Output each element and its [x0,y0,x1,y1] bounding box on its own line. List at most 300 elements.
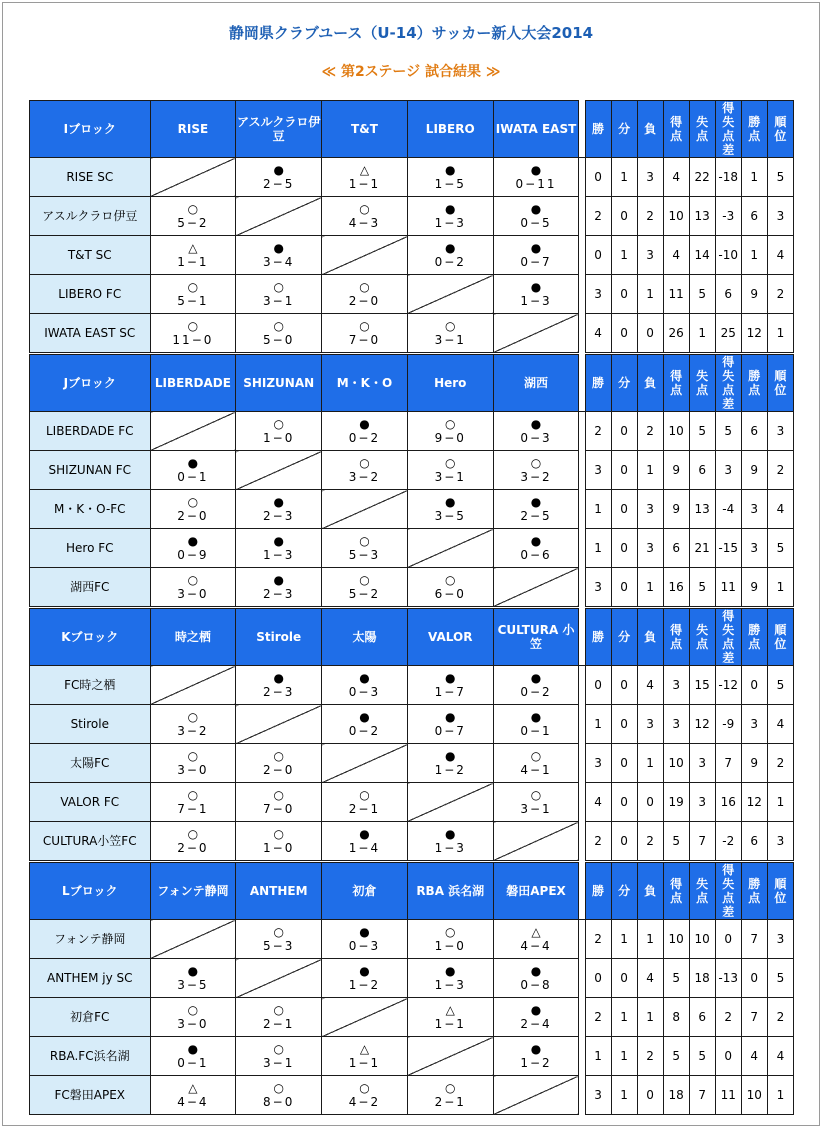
result-mark: ● [273,162,284,177]
result-mark: ○ [187,572,199,587]
team-name: フォンテ静岡 [30,920,151,959]
match-score: 3−0 [177,762,209,777]
result-mark: ● [187,963,199,978]
match-result [493,959,579,998]
stat-value: -4 [715,490,741,529]
match-score: 3−1 [263,293,295,308]
stat-value: 3 [663,705,689,744]
match-result [322,451,408,490]
stat-value: 0 [585,666,611,705]
stat-value: 3 [637,705,663,744]
stat-value: -3 [715,197,741,236]
stat-value: 0 [715,1037,741,1076]
block-name: Lブロック [30,863,151,920]
match-score: 1−1 [434,1016,466,1031]
team-name: ANTHEM jy SC [30,959,151,998]
match-score: 7−1 [177,801,209,816]
stat-value: 3 [637,236,663,275]
stat-value: 2 [767,744,793,783]
result-mark: ● [359,963,370,978]
stat-value: 6 [741,197,767,236]
match-result [236,744,322,783]
match-result [322,158,408,197]
match-result [236,998,322,1037]
match-result [493,197,579,236]
stat-value: 9 [663,451,689,490]
stat-value: 5 [689,1037,715,1076]
stat-value: 1 [637,275,663,314]
table-row [30,822,794,861]
team-name: Hero FC [30,529,151,568]
match-result [236,412,322,451]
result-mark: ○ [187,494,199,509]
table-row [30,1076,794,1115]
stat-header: 得失点差 [715,863,741,920]
result-mark: ○ [273,279,284,294]
stat-value: 10 [663,744,689,783]
stat-value: 0 [611,744,637,783]
stat-value: 5 [663,822,689,861]
stat-value: 1 [689,314,715,353]
result-mark: ● [530,162,542,177]
team-name: T&T SC [30,236,151,275]
stat-header: 失点 [689,609,715,666]
result-mark: ● [530,533,542,548]
result-mark: ○ [530,455,542,470]
table-row [30,451,794,490]
standings-table [29,354,794,607]
stat-value: 12 [741,314,767,353]
match-result [493,275,579,314]
match-score: 3−4 [263,254,295,269]
stat-value: 10 [663,197,689,236]
stat-value: 11 [663,275,689,314]
result-mark: ● [187,455,199,470]
stat-value: 10 [663,412,689,451]
stat-value: 16 [663,568,689,607]
stat-value: -13 [715,959,741,998]
opponent-header: RBA 浜名湖 [407,863,493,920]
stat-header: 得失点差 [715,355,741,412]
stat-value: 1 [767,568,793,607]
match-result [150,197,236,236]
result-mark: ● [530,670,542,685]
match-result [150,1037,236,1076]
match-score: 0−9 [177,547,209,562]
match-result [407,197,493,236]
match-result [407,1076,493,1115]
opponent-header: フォンテ静岡 [150,863,236,920]
stat-value: 13 [689,490,715,529]
stat-value: 2 [767,451,793,490]
stat-value: 1 [637,744,663,783]
stat-header: 順位 [767,609,793,666]
stat-value: 19 [663,783,689,822]
stat-value: 1 [611,1076,637,1115]
match-result [150,236,236,275]
match-score: 4−4 [177,1094,209,1109]
match-score: 1−0 [434,938,466,953]
opponent-header: IWATA EAST [493,101,579,158]
result-mark: ○ [359,572,370,587]
match-score: 1−1 [177,254,209,269]
team-name: RBA.FC浜名湖 [30,1037,151,1076]
stat-value: 7 [741,998,767,1037]
table-row [30,158,794,197]
stat-value: 6 [741,412,767,451]
match-result [236,1076,322,1115]
match-result [236,236,322,275]
result-mark: ● [530,279,542,294]
self-match-cell [236,197,322,236]
match-score: 5−1 [177,293,209,308]
match-result [236,275,322,314]
stat-value: 5 [663,1037,689,1076]
stat-value: 1 [611,158,637,197]
match-score: 1−3 [520,293,552,308]
result-mark: ○ [359,455,370,470]
self-match-cell [407,529,493,568]
match-score: 0−1 [520,723,552,738]
stat-value: 10 [741,1076,767,1115]
stat-value: 15 [689,666,715,705]
table-row [30,705,794,744]
stat-header: 得点 [663,609,689,666]
stat-value: 10 [689,920,715,959]
team-name: LIBERO FC [30,275,151,314]
match-score: 1−7 [434,684,466,699]
stat-value: 0 [611,275,637,314]
match-score: 5−2 [348,586,381,601]
stat-value: 18 [663,1076,689,1115]
self-match-cell [407,783,493,822]
match-result [322,705,408,744]
stat-value: 0 [611,705,637,744]
match-result [322,783,408,822]
stat-header: 得点 [663,101,689,158]
opponent-header: LIBERO [407,101,493,158]
match-score: 0−2 [434,254,466,269]
match-result [322,412,408,451]
match-score: 3−0 [177,586,209,601]
stat-value: 2 [585,822,611,861]
match-score: 5−3 [263,938,295,953]
match-result [407,158,493,197]
stat-value: 3 [689,744,715,783]
match-result [493,451,579,490]
stat-value: 0 [637,783,663,822]
match-score: 0−2 [348,430,381,445]
stat-value: 12 [689,705,715,744]
stat-value: 0 [611,451,637,490]
stat-value: 4 [741,1037,767,1076]
match-result [322,197,408,236]
match-result [493,666,579,705]
match-score: 0−3 [520,430,552,445]
stat-value: 5 [689,412,715,451]
stat-value: 6 [715,275,741,314]
stat-value: 0 [611,412,637,451]
result-mark: ○ [445,1080,456,1095]
stat-value: 2 [585,998,611,1037]
result-mark: ● [530,709,542,724]
stat-header: 分 [611,863,637,920]
stat-value: -10 [715,236,741,275]
match-result [322,275,408,314]
stat-value: 2 [585,920,611,959]
opponent-header: VALOR [407,609,493,666]
match-score: 2−3 [263,508,295,523]
stat-value: 9 [741,568,767,607]
stat-value: 6 [663,529,689,568]
match-score: 3−1 [263,1055,295,1070]
opponent-header: 初倉 [322,863,408,920]
stat-header: 順位 [767,101,793,158]
stat-value: 14 [689,236,715,275]
match-score: 0−3 [348,684,381,699]
stat-header: 得失点差 [715,609,741,666]
match-score: 0−8 [520,977,552,992]
match-score: 1−0 [263,840,295,855]
header-row [30,609,794,666]
stat-value: 1 [585,529,611,568]
stat-value: 8 [663,998,689,1037]
result-mark: ○ [273,1041,284,1056]
stat-value: 1 [611,1037,637,1076]
result-mark: ● [530,494,542,509]
result-mark: ● [273,240,284,255]
stat-value: 7 [741,920,767,959]
table-row [30,236,794,275]
stat-header: 勝点 [741,101,767,158]
stat-value: 10 [663,920,689,959]
stat-value: 1 [611,236,637,275]
stat-value: 4 [637,666,663,705]
stat-value: 3 [637,529,663,568]
result-mark: ○ [273,1080,284,1095]
match-score: 2−0 [177,508,209,523]
result-mark: ○ [187,787,199,802]
match-score: 2−1 [263,1016,295,1031]
match-result [493,490,579,529]
result-mark: ● [273,572,284,587]
match-result [493,158,579,197]
self-match-cell [493,1076,579,1115]
opponent-header: Hero [407,355,493,412]
result-mark: ○ [359,279,370,294]
result-mark: ○ [445,572,456,587]
match-result [322,920,408,959]
stat-header: 負 [637,609,663,666]
match-score: 3−0 [177,1016,209,1031]
match-result [150,1076,236,1115]
result-mark: ● [530,416,542,431]
match-score: 6−0 [434,586,466,601]
self-match-cell [407,275,493,314]
result-mark: ● [530,963,542,978]
match-score: 0−7 [434,723,466,738]
stat-value: 4 [663,158,689,197]
opponent-header: Stirole [236,609,322,666]
table-row [30,314,794,353]
stat-value: 2 [637,197,663,236]
result-mark: ○ [273,318,284,333]
result-mark: ● [445,240,456,255]
stat-value: 5 [689,275,715,314]
match-result [150,568,236,607]
result-mark: ● [530,201,542,216]
result-mark: ● [359,709,370,724]
match-result [493,529,579,568]
match-result [236,1037,322,1076]
result-mark: ● [359,924,370,939]
result-mark: ○ [187,748,199,763]
match-score: 3−2 [177,723,209,738]
match-result [407,920,493,959]
opponent-header: アスルクラロ伊豆 [236,101,322,158]
self-match-cell [236,959,322,998]
match-result [150,490,236,529]
stat-value: 0 [585,959,611,998]
stat-value: 3 [689,783,715,822]
block-name: Iブロック [30,101,151,158]
result-mark: ○ [530,787,542,802]
match-score: 1−1 [348,1055,381,1070]
result-mark: ○ [273,748,284,763]
match-result [407,568,493,607]
opponent-header: RISE [150,101,236,158]
match-result [493,1037,579,1076]
stat-value: 1 [767,783,793,822]
team-name: VALOR FC [30,783,151,822]
result-mark: △ [445,1002,455,1017]
stat-value: 9 [663,490,689,529]
table-row [30,959,794,998]
opponent-header: 磐田APEX [493,863,579,920]
opponent-header: 湖西 [493,355,579,412]
stat-value: 5 [689,568,715,607]
table-row [30,920,794,959]
match-score: 1−5 [434,176,466,191]
match-score: 2−3 [263,586,295,601]
match-score: 1−3 [434,977,466,992]
self-match-cell [150,412,236,451]
stat-value: 1 [767,314,793,353]
stat-value: 6 [689,998,715,1037]
stat-value: 3 [767,197,793,236]
stat-value: 1 [637,451,663,490]
match-score: 1−0 [263,430,295,445]
result-mark: ○ [359,787,370,802]
match-score: 0−5 [520,215,552,230]
match-score: 3−5 [177,977,209,992]
stat-value: 3 [767,412,793,451]
stat-value: 2 [767,275,793,314]
stat-header: 分 [611,355,637,412]
stat-value: 0 [637,314,663,353]
stat-value: 11 [715,1076,741,1115]
team-name: M・K・O-FC [30,490,151,529]
self-match-cell [493,314,579,353]
self-match-cell [493,568,579,607]
match-result [493,998,579,1037]
opponent-header: LIBERDADE [150,355,236,412]
stat-value: 0 [611,314,637,353]
stat-header: 失点 [689,863,715,920]
result-mark: ● [530,240,542,255]
match-result [407,490,493,529]
stat-value: 0 [611,959,637,998]
stat-value: 0 [611,529,637,568]
match-score: 0−2 [348,723,381,738]
self-match-cell [150,666,236,705]
match-score: 3−2 [348,469,381,484]
match-result [150,314,236,353]
stat-value: 0 [637,1076,663,1115]
team-name: CULTURA小笠FC [30,822,151,861]
match-score: 1−3 [263,547,295,562]
result-mark: ○ [273,924,284,939]
result-mark: ● [445,748,456,763]
stat-header: 負 [637,355,663,412]
result-mark: △ [359,162,370,177]
result-mark: △ [359,1041,370,1056]
team-name: 湖西FC [30,568,151,607]
stat-value: 1 [637,998,663,1037]
stat-value: 7 [689,822,715,861]
result-mark: ● [530,1002,542,1017]
stat-value: 0 [585,236,611,275]
match-result [150,998,236,1037]
result-mark: ○ [359,1080,370,1095]
match-result [493,783,579,822]
match-score: 4−4 [520,938,552,953]
match-result [407,666,493,705]
opponent-header: 太陽 [322,609,408,666]
match-score: 11−0 [172,332,214,347]
team-name: Stirole [30,705,151,744]
stat-value: 3 [767,822,793,861]
self-match-cell [493,822,579,861]
match-result [150,959,236,998]
match-result [407,822,493,861]
team-name: IWATA EAST SC [30,314,151,353]
table-row [30,197,794,236]
result-mark: ● [359,826,370,841]
result-mark: ● [530,1041,542,1056]
match-score: 2−0 [348,293,381,308]
stat-value: 1 [741,236,767,275]
result-mark: ● [187,1041,199,1056]
stat-value: 1 [637,568,663,607]
stat-value: 3 [663,666,689,705]
result-mark: △ [188,240,198,255]
match-result [322,1076,408,1115]
table-row [30,666,794,705]
result-mark: ○ [359,533,370,548]
match-score: 9−0 [434,430,466,445]
match-result [493,236,579,275]
match-score: 2−3 [263,684,295,699]
team-name: FC時之栖 [30,666,151,705]
stat-value: 16 [715,783,741,822]
match-result [493,412,579,451]
stat-value: 1 [767,1076,793,1115]
match-result [322,1037,408,1076]
block-name: Jブロック [30,355,151,412]
match-result [407,451,493,490]
self-match-cell [150,920,236,959]
